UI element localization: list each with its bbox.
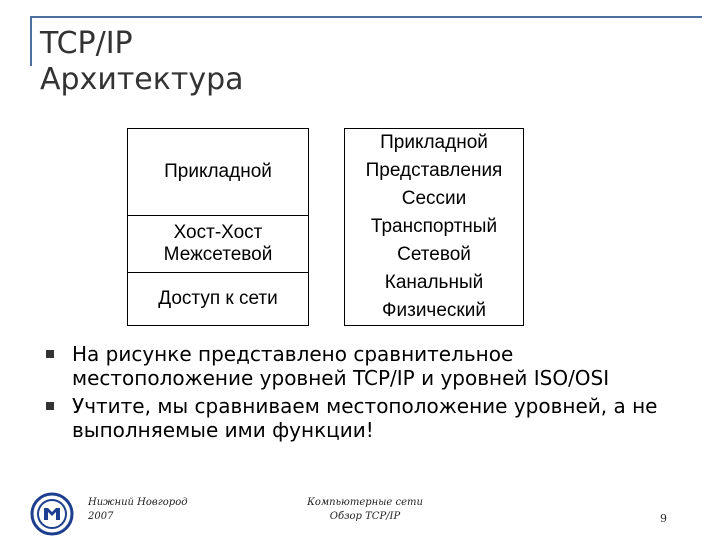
- university-logo-icon: [30, 492, 74, 536]
- tcp-layer-network-access: [128, 273, 308, 325]
- title-line-2: Архитектура: [40, 62, 244, 97]
- frame-left-line: [30, 16, 32, 66]
- bullet-item: [46, 342, 686, 390]
- tcp-layer-label: Хост-Хост: [173, 222, 263, 243]
- osi-layer: Сетевой: [397, 244, 471, 265]
- osi-layer: Сессии: [401, 188, 467, 209]
- footer-course: [300, 496, 430, 524]
- tcp-layer-application: [128, 129, 308, 216]
- tcp-layer-host-internet: [128, 216, 308, 273]
- osi-layer: Транспортный: [370, 216, 498, 237]
- osi-layer: Представления: [365, 160, 503, 181]
- bullet-list: [46, 342, 686, 446]
- tcp-layer-label: Межсетевой: [163, 244, 273, 265]
- bullet-text: На рисунке представлено сравнительное местоположение уровней TCP/IP и уровней ISO/OSI: [72, 342, 610, 390]
- bullet-item: [46, 394, 686, 442]
- bullet-text: Учтите, мы сравниваем местоположение уровней, а не выполняемые ими функции!: [72, 394, 658, 442]
- footer-course-name: Компьютерные сети: [307, 497, 423, 508]
- footer-city: Нижний Новгород: [88, 497, 188, 508]
- tcpip-layers-table: [127, 128, 309, 326]
- slide-footer: [0, 492, 720, 540]
- footer-topic: Обзор TCP/IP: [329, 511, 401, 522]
- slide-title: [40, 26, 244, 98]
- osi-layer: Канальный: [384, 272, 484, 293]
- tcp-layer-label: Доступ к сети: [158, 288, 278, 309]
- page-number: 9: [660, 512, 667, 525]
- osi-layers-table: [344, 128, 524, 326]
- footer-year: 2007: [88, 511, 114, 522]
- square-bullet-icon: [46, 350, 54, 358]
- tcp-layer-label: Прикладной: [164, 161, 272, 182]
- frame-top-line: [30, 16, 702, 18]
- square-bullet-icon: [46, 402, 54, 410]
- osi-layer: Прикладной: [380, 132, 488, 153]
- footer-location: [88, 496, 188, 524]
- osi-layer: Физический: [382, 300, 486, 321]
- title-line-1: TCP/IP: [40, 26, 133, 61]
